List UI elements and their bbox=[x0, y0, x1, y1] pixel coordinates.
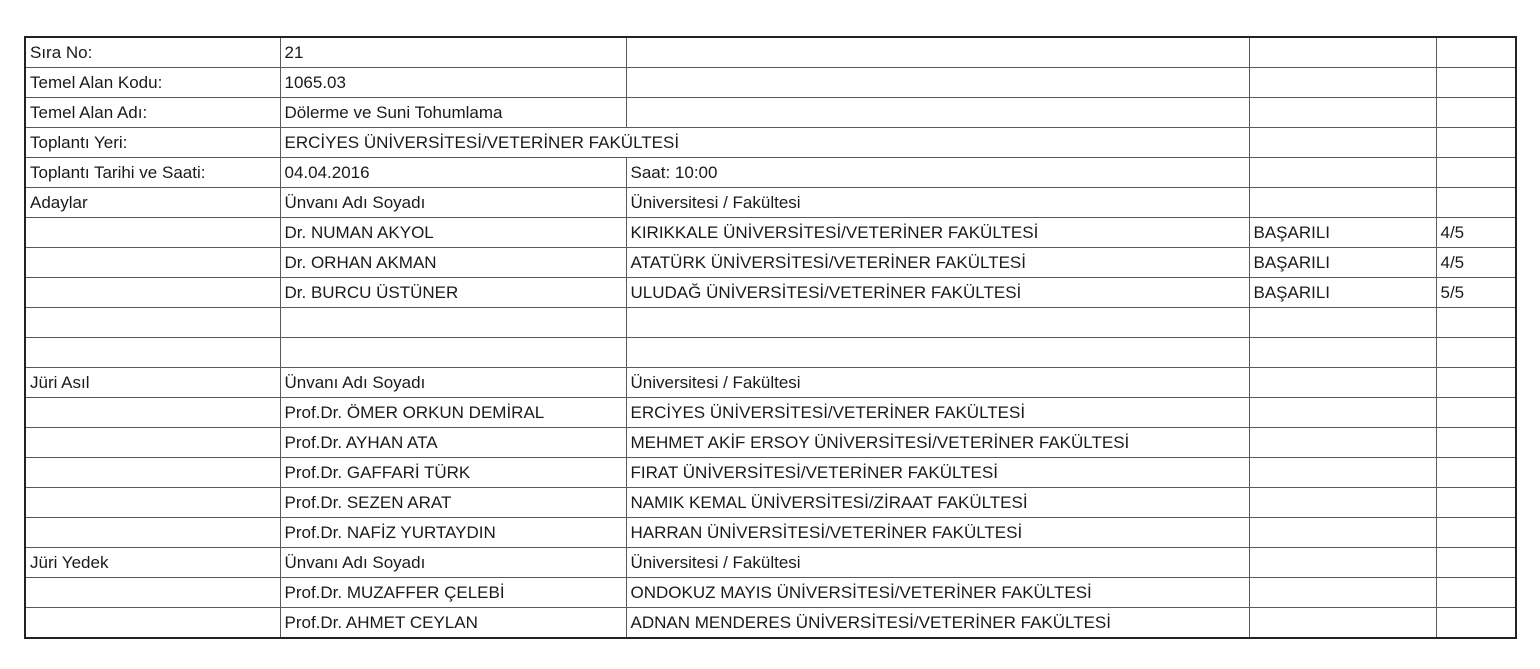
candidate-result: BAŞARILI bbox=[1249, 218, 1436, 248]
empty-cell bbox=[1436, 488, 1516, 518]
empty-cell bbox=[1249, 488, 1436, 518]
empty-cell bbox=[1249, 428, 1436, 458]
table-row bbox=[25, 458, 1516, 488]
empty-cell bbox=[25, 338, 280, 368]
adaylar-col-name: Ünvanı Adı Soyadı bbox=[280, 188, 626, 218]
empty-cell bbox=[25, 518, 280, 548]
empty-cell bbox=[1436, 158, 1516, 188]
temel-alan-adi-label: Temel Alan Adı: bbox=[25, 98, 280, 128]
empty-cell bbox=[1436, 518, 1516, 548]
row-sira-no bbox=[25, 37, 1516, 68]
empty-cell bbox=[626, 128, 1249, 158]
empty-cell bbox=[25, 458, 280, 488]
empty-cell bbox=[25, 248, 280, 278]
empty-cell bbox=[1249, 578, 1436, 608]
candidate-name: Dr. NUMAN AKYOL bbox=[280, 218, 626, 248]
empty-cell bbox=[1249, 98, 1436, 128]
empty-row bbox=[25, 308, 1516, 338]
toplanti-tarihi-value: 04.04.2016 bbox=[280, 158, 626, 188]
empty-cell bbox=[1249, 518, 1436, 548]
temel-alan-kodu-label: Temel Alan Kodu: bbox=[25, 68, 280, 98]
empty-cell bbox=[25, 218, 280, 248]
candidate-name: Dr. BURCU ÜSTÜNER bbox=[280, 278, 626, 308]
sira-no-value: 21 bbox=[280, 37, 626, 68]
table-row bbox=[25, 518, 1516, 548]
toplanti-tarihi-label: Toplantı Tarihi ve Saati: bbox=[25, 158, 280, 188]
table-row bbox=[25, 488, 1516, 518]
empty-cell bbox=[1249, 158, 1436, 188]
empty-cell bbox=[1436, 98, 1516, 128]
table-row bbox=[25, 278, 1516, 308]
empty-cell bbox=[1436, 578, 1516, 608]
empty-cell bbox=[1436, 338, 1516, 368]
jury-member-university: NAMIK KEMAL ÜNİVERSİTESİ/ZİRAAT FAKÜLTESİ bbox=[626, 488, 1249, 518]
row-juri-yedek-header bbox=[25, 548, 1516, 578]
jury-member-university: MEHMET AKİF ERSOY ÜNİVERSİTESİ/VETERİNER FAKÜLTESİ bbox=[626, 428, 1249, 458]
empty-cell bbox=[25, 578, 280, 608]
empty-cell bbox=[1436, 188, 1516, 218]
jury-member-university: HARRAN ÜNİVERSİTESİ/VETERİNER FAKÜLTESİ bbox=[626, 518, 1249, 548]
jury-report-table bbox=[24, 36, 1517, 639]
candidate-result: BAŞARILI bbox=[1249, 248, 1436, 278]
jury-member-name: Prof.Dr. GAFFARİ TÜRK bbox=[280, 458, 626, 488]
row-toplanti-yeri bbox=[25, 128, 1516, 158]
table-row bbox=[25, 398, 1516, 428]
table-row bbox=[25, 428, 1516, 458]
table-row bbox=[25, 248, 1516, 278]
juri-asil-col-name: Ünvanı Adı Soyadı bbox=[280, 368, 626, 398]
substitute-member-name: Prof.Dr. MUZAFFER ÇELEBİ bbox=[280, 578, 626, 608]
empty-cell bbox=[1436, 128, 1516, 158]
empty-cell bbox=[1436, 368, 1516, 398]
sira-no-label: Sıra No: bbox=[25, 37, 280, 68]
candidate-name: Dr. ORHAN AKMAN bbox=[280, 248, 626, 278]
empty-cell bbox=[1249, 608, 1436, 639]
empty-cell bbox=[1436, 608, 1516, 639]
jury-member-name: Prof.Dr. AYHAN ATA bbox=[280, 428, 626, 458]
juri-yedek-col-univ: Üniversitesi / Fakültesi bbox=[626, 548, 1249, 578]
empty-cell bbox=[1436, 428, 1516, 458]
temel-alan-adi-value: Dölerme ve Suni Tohumlama bbox=[280, 98, 626, 128]
empty-cell bbox=[1436, 458, 1516, 488]
empty-cell bbox=[280, 338, 626, 368]
jury-member-university: FIRAT ÜNİVERSİTESİ/VETERİNER FAKÜLTESİ bbox=[626, 458, 1249, 488]
empty-cell bbox=[626, 98, 1249, 128]
candidate-score: 5/5 bbox=[1436, 278, 1516, 308]
juri-asil-col-univ: Üniversitesi / Fakültesi bbox=[626, 368, 1249, 398]
empty-cell bbox=[1249, 37, 1436, 68]
temel-alan-kodu-value: 1065.03 bbox=[280, 68, 626, 98]
row-juri-asil-header bbox=[25, 368, 1516, 398]
empty-cell bbox=[1249, 458, 1436, 488]
empty-cell bbox=[1436, 398, 1516, 428]
empty-cell bbox=[25, 428, 280, 458]
empty-row bbox=[25, 338, 1516, 368]
empty-cell bbox=[1249, 128, 1436, 158]
row-adaylar-header bbox=[25, 188, 1516, 218]
empty-cell bbox=[1436, 68, 1516, 98]
empty-cell bbox=[25, 278, 280, 308]
jury-member-name: Prof.Dr. NAFİZ YURTAYDIN bbox=[280, 518, 626, 548]
empty-cell bbox=[1436, 308, 1516, 338]
substitute-member-university: ONDOKUZ MAYIS ÜNİVERSİTESİ/VETERİNER FAKÜLTESİ bbox=[626, 578, 1249, 608]
empty-cell bbox=[1249, 338, 1436, 368]
empty-cell bbox=[1249, 368, 1436, 398]
toplanti-yeri-label: Toplantı Yeri: bbox=[25, 128, 280, 158]
table-row bbox=[25, 578, 1516, 608]
substitute-member-university: ADNAN MENDERES ÜNİVERSİTESİ/VETERİNER FAKÜLTESİ bbox=[626, 608, 1249, 639]
toplanti-saati-value: Saat: 10:00 bbox=[626, 158, 1249, 188]
empty-cell bbox=[1249, 188, 1436, 218]
candidate-score: 4/5 bbox=[1436, 218, 1516, 248]
adaylar-section-label: Adaylar bbox=[25, 188, 280, 218]
jury-member-university: ERCİYES ÜNİVERSİTESİ/VETERİNER FAKÜLTESİ bbox=[626, 398, 1249, 428]
empty-cell bbox=[25, 398, 280, 428]
juri-yedek-col-name: Ünvanı Adı Soyadı bbox=[280, 548, 626, 578]
empty-cell bbox=[25, 308, 280, 338]
row-temel-alan-adi bbox=[25, 98, 1516, 128]
toplanti-yeri-value: ERCİYES ÜNİVERSİTESİ/VETERİNER FAKÜLTESİ bbox=[280, 128, 626, 158]
candidate-university: KIRIKKALE ÜNİVERSİTESİ/VETERİNER FAKÜLTESİ bbox=[626, 218, 1249, 248]
adaylar-col-univ: Üniversitesi / Fakültesi bbox=[626, 188, 1249, 218]
jury-member-name: Prof.Dr. ÖMER ORKUN DEMİRAL bbox=[280, 398, 626, 428]
row-temel-alan-kodu bbox=[25, 68, 1516, 98]
candidate-score: 4/5 bbox=[1436, 248, 1516, 278]
candidate-university: ULUDAĞ ÜNİVERSİTESİ/VETERİNER FAKÜLTESİ bbox=[626, 278, 1249, 308]
jury-member-name: Prof.Dr. SEZEN ARAT bbox=[280, 488, 626, 518]
row-toplanti-tarihi bbox=[25, 158, 1516, 188]
empty-cell bbox=[1249, 398, 1436, 428]
empty-cell bbox=[1249, 548, 1436, 578]
candidate-university: ATATÜRK ÜNİVERSİTESİ/VETERİNER FAKÜLTESİ bbox=[626, 248, 1249, 278]
empty-cell bbox=[1249, 308, 1436, 338]
empty-cell bbox=[1249, 68, 1436, 98]
table-row bbox=[25, 608, 1516, 639]
substitute-member-name: Prof.Dr. AHMET CEYLAN bbox=[280, 608, 626, 639]
empty-cell bbox=[626, 338, 1249, 368]
candidate-result: BAŞARILI bbox=[1249, 278, 1436, 308]
empty-cell bbox=[1436, 37, 1516, 68]
empty-cell bbox=[626, 68, 1249, 98]
empty-cell bbox=[1436, 548, 1516, 578]
empty-cell bbox=[626, 308, 1249, 338]
empty-cell bbox=[25, 608, 280, 639]
juri-asil-section-label: Jüri Asıl bbox=[25, 368, 280, 398]
table-row bbox=[25, 218, 1516, 248]
juri-yedek-section-label: Jüri Yedek bbox=[25, 548, 280, 578]
empty-cell bbox=[25, 488, 280, 518]
empty-cell bbox=[626, 37, 1249, 68]
empty-cell bbox=[280, 308, 626, 338]
